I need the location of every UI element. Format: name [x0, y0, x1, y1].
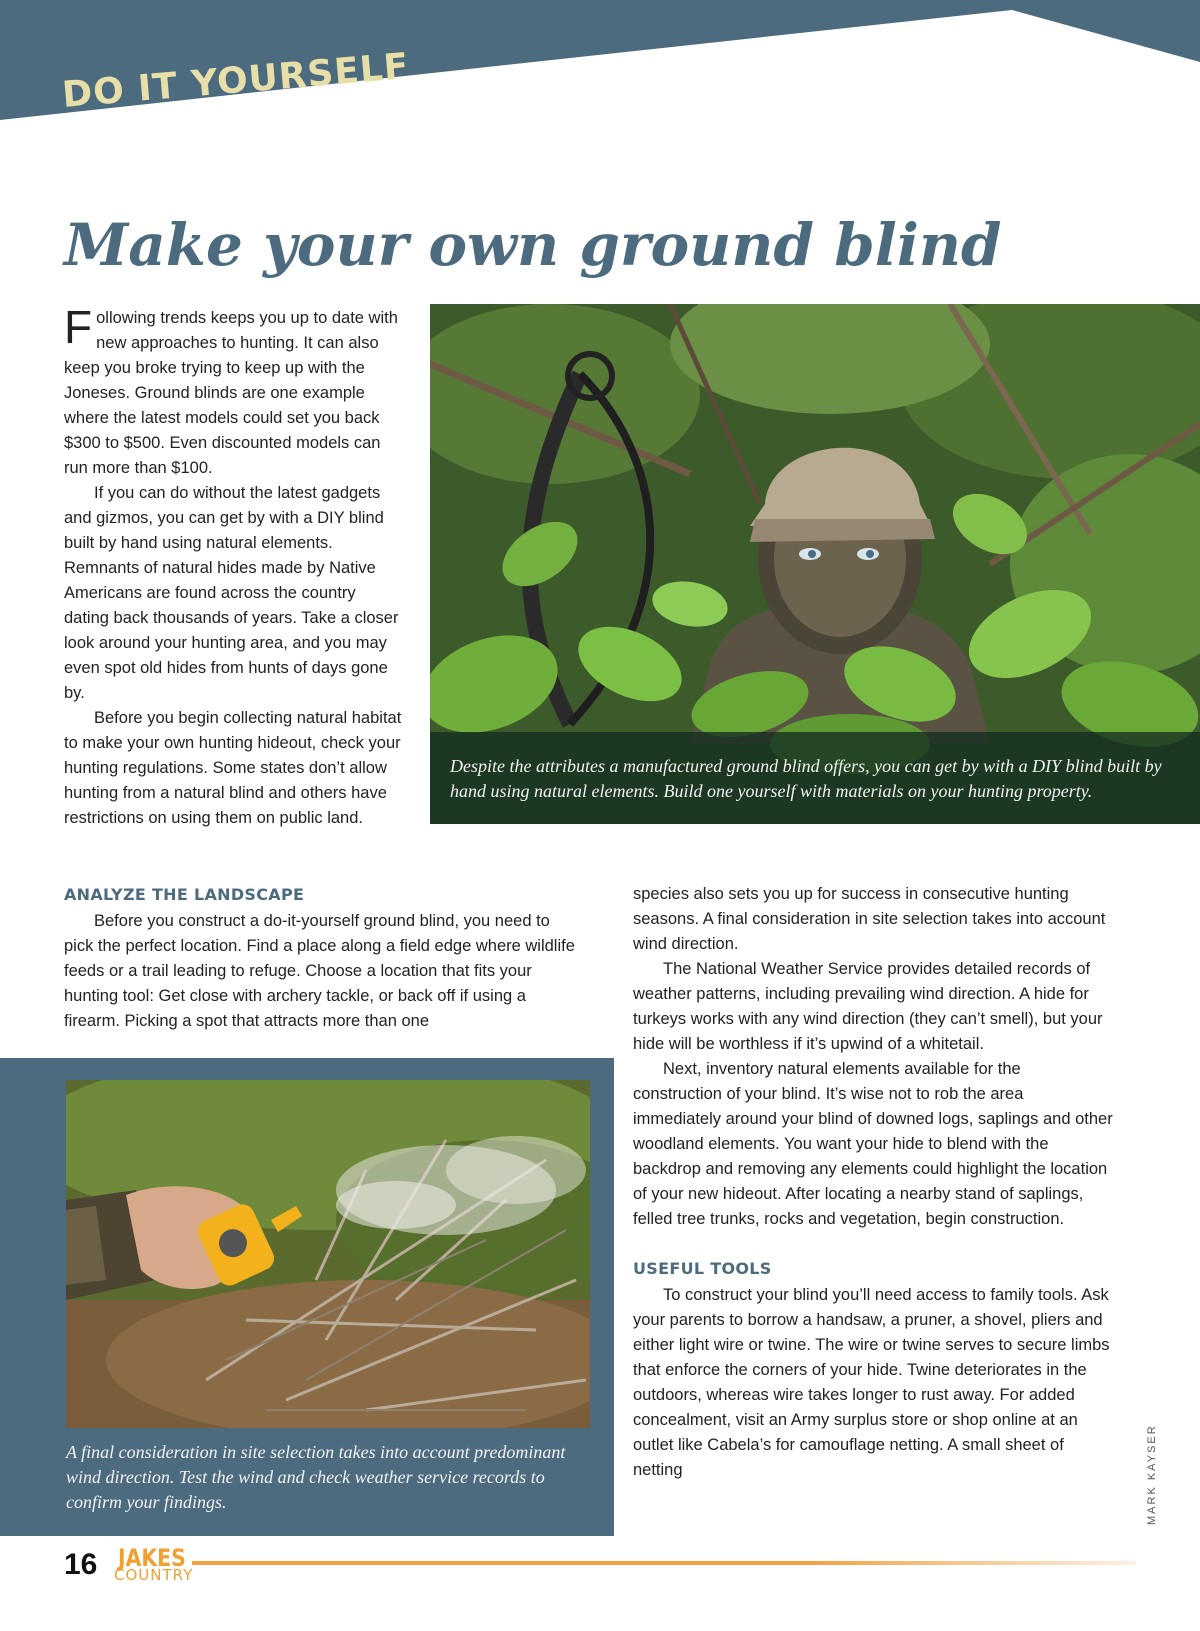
- drop-cap: F: [64, 301, 93, 353]
- wind-check-panel: [0, 1058, 614, 1536]
- analyze-heading: ANALYZE THE LANDSCAPE: [64, 885, 305, 904]
- brand-logo: [112, 1546, 192, 1590]
- intro-paragraph-2: If you can do without the latest gadgets and gizmos, you can get by with a DIY blind built by hand using natural elements. Remnants of natural hides made by Native Americans are found across the country dating back thousands of years. Take a closer look around your hunting area, and you may even spot old hides from hunts of days gone by.: [64, 484, 399, 702]
- wind-checker-image: [66, 1080, 590, 1428]
- right-paragraph-1: species also sets you up for success in consecutive hunting seasons. A final consideration in site selection takes into account wind direction.: [633, 885, 1106, 953]
- right-paragraph-2: The National Weather Service provides detailed records of weather patterns, including prevailing wind direction. A hide for turkeys works with any wind direction (they can’t smell), but your hide will be worthless if it’s upwind of a whitetail.: [633, 960, 1103, 1053]
- intro-paragraph-3: Before you begin collecting natural habitat to make your own hunting hideout, check your hunting regulations. Some states don’t allow hunting from a natural blind and others have restrictions on using them on public land.: [64, 709, 402, 827]
- intro-column: [64, 301, 404, 831]
- wind-check-photo: [66, 1080, 590, 1428]
- tools-heading: USEFUL TOOLS: [633, 1259, 772, 1278]
- analyze-paragraph-1: Before you construct a do-it-yourself ground blind, you need to pick the perfect location. Find a place along a field edge where wildlife feeds or a trail leading to refuge. Choose a location that fits your hunting tool: Get close with archery tackle, or back off if using a firearm. Picking a spot that attracts more than one: [64, 912, 575, 1030]
- brand-logo-country: COUNTRY: [114, 1566, 194, 1584]
- analyze-section: [64, 882, 579, 1034]
- section-label: DO IT YOURSELF: [60, 46, 411, 116]
- right-paragraph-4: To construct your blind you’ll need access to family tools. Ask your parents to borrow a handsaw, a pruner, a shovel, pliers and either light wire or twine. The wire or twine serves to secure limbs that enforce the corners of your hide. Twine deteriorates in the outdoors, whereas wire takes longer to rust away. For added concealment, visit an Army surplus store or shop online at an outlet like Cabela’s for camouflage netting. A small sheet of netting: [633, 1286, 1110, 1479]
- wind-check-caption: A final consideration in site selection takes into account predominant wind direction. Test the wind and check weather service records to confirm your findings.: [66, 1442, 566, 1512]
- intro-paragraph-1: Following trends keeps you up to date with new approaches to hunting. It can also keep you broke trying to keep up with the Joneses. Ground blinds are one example where the latest models could set you back $300 to $500. Even discounted models can run more than $100.: [64, 301, 398, 477]
- footer-rule: [192, 1561, 1136, 1565]
- hunter-photo: [430, 304, 1200, 824]
- right-paragraph-3: Next, inventory natural elements available for the construction of your blind. It’s wise not to rob the area immediately around your blind of downed logs, saplings and other woodland elements. You want your hide to blend with the backdrop and removing any elements could highlight the location of your new hideout. After locating a nearby stand of saplings, felled tree trunks, rocks and vegetation, begin construction.: [633, 1060, 1113, 1228]
- brand-logo-jakes: JAKES: [118, 1544, 186, 1572]
- photo-credit: MARK KAYSER: [1146, 1424, 1158, 1525]
- hunter-photo-caption: Despite the attributes a manufactured ground blind offers, you can get by with a DIY blind built by hand using natural elements. Build one yourself with materials on your hunting property.: [430, 732, 1200, 824]
- article-title: Make your own ground blind: [64, 211, 1002, 279]
- right-column: [633, 882, 1113, 1483]
- page-number: 16: [64, 1548, 98, 1581]
